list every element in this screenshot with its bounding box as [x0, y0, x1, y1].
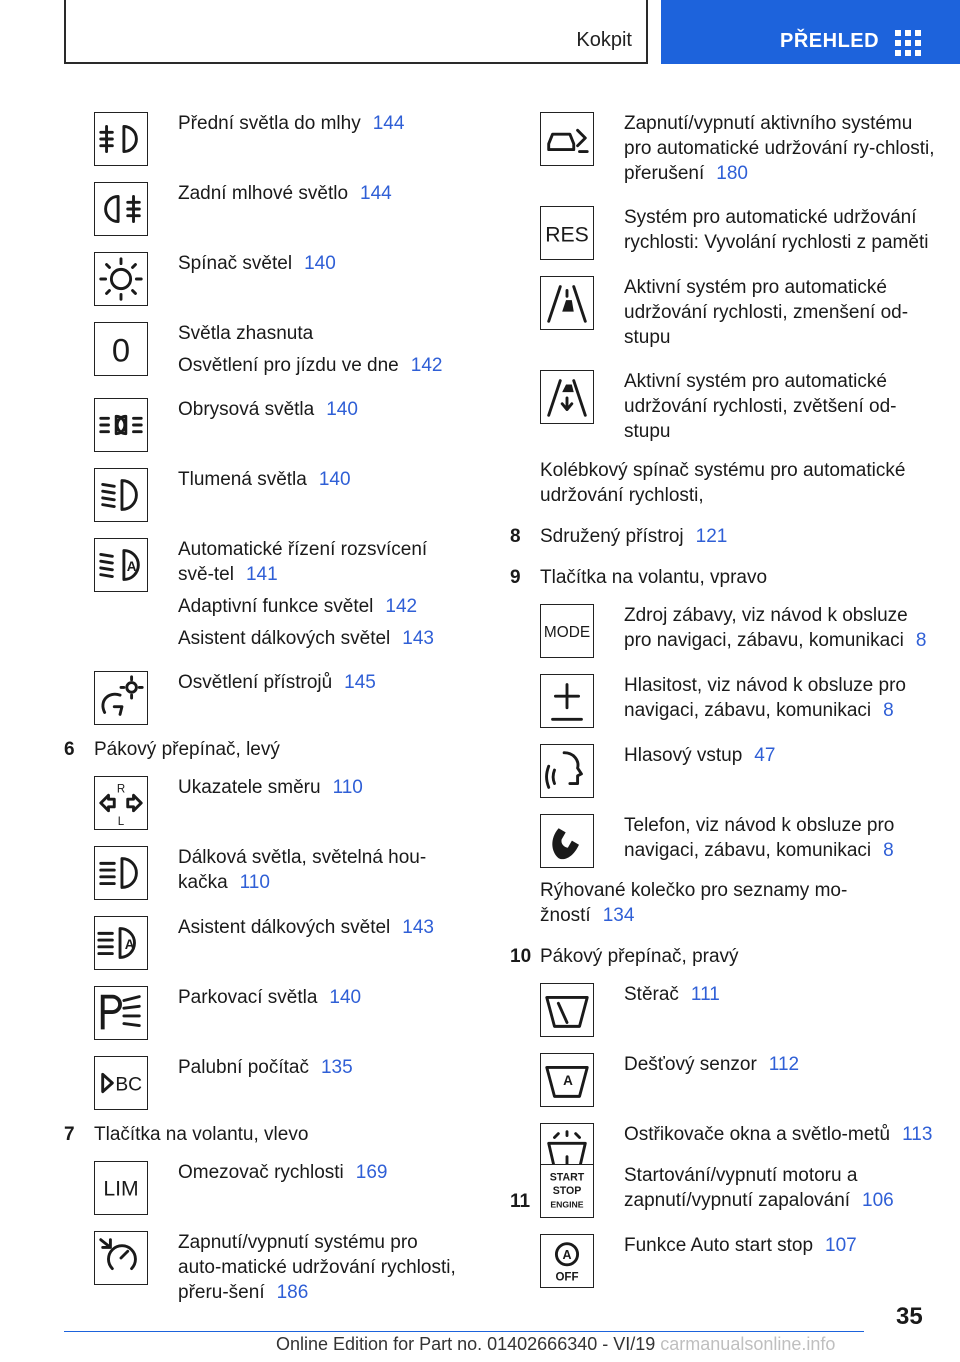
legend-line-text: Funkce Auto start stop: [624, 1235, 814, 1256]
legend-row: [64, 462, 464, 518]
instrument-lighting-icon: [94, 671, 148, 725]
svg-text:BC: BC: [115, 1074, 143, 1096]
legend-row: [64, 980, 464, 1036]
legend-row: [64, 1155, 464, 1211]
header-chapter-title: PŘEHLED: [780, 30, 880, 52]
legend-row: [64, 1225, 464, 1305]
page-ref-link[interactable]: 140: [304, 253, 336, 274]
rain-sensor-icon: [540, 1053, 594, 1107]
svg-text:OFF: OFF: [555, 1271, 579, 1284]
voice-input-icon: [540, 744, 594, 798]
footer-divider: [64, 1331, 864, 1332]
legend-text: [624, 200, 940, 255]
legend-text: [178, 532, 464, 651]
page-ref-link[interactable]: 140: [318, 469, 351, 490]
page-ref-link[interactable]: 121: [695, 526, 728, 547]
legend-text: [624, 1117, 940, 1147]
legend-line-text: Aktivní systém pro automatické udržování rychlosti, zvětšení od-stupu: [624, 371, 897, 442]
parking-light-icon: [94, 986, 148, 1040]
cruise-control-icon: [94, 1231, 148, 1285]
section-number: 10: [510, 946, 532, 967]
section-number: 9: [510, 567, 521, 588]
legend-line-text: Omezovač rychlosti: [178, 1162, 344, 1183]
page-ref-link[interactable]: 141: [245, 564, 278, 585]
svg-text:A: A: [563, 1072, 573, 1088]
legend-line-text: Hlasový vstup: [624, 745, 743, 766]
legend-row: [510, 977, 940, 1033]
legend-line: [178, 594, 464, 619]
legend-line: [178, 1230, 464, 1305]
high-beam-icon: [94, 846, 148, 900]
section-title: Sdružený přístroj 121: [540, 526, 728, 547]
rear-fog-light-icon: [94, 182, 148, 236]
legend-text: [178, 910, 464, 940]
volume-icon: [540, 674, 594, 728]
svg-text:MODE: MODE: [543, 623, 591, 641]
legend-line: [178, 111, 464, 136]
legend-text: [178, 1050, 464, 1080]
legend-line-text: Osvětlení přístrojů: [178, 672, 333, 693]
section-6-heading: [64, 737, 464, 762]
legend-text: [624, 1228, 940, 1258]
front-fog-light-icon: [94, 112, 148, 166]
legend-row: [64, 106, 464, 162]
section-7-heading: [64, 1122, 464, 1147]
legend-text: [178, 665, 464, 695]
legend-line-text: Spínač světel: [178, 253, 293, 274]
legend-line: [178, 251, 464, 276]
legend-text: [624, 668, 940, 723]
legend-row: [64, 770, 464, 829]
legend-text: [624, 106, 940, 186]
mode-icon: [540, 604, 594, 658]
legend-row: [64, 316, 464, 378]
legend-row: [510, 1158, 940, 1214]
legend-line: [624, 813, 940, 863]
grid-menu-icon[interactable]: [895, 30, 921, 54]
page-ref-link[interactable]: 110: [239, 872, 270, 893]
svg-text:START: START: [549, 1171, 585, 1184]
legend-row: [64, 532, 464, 651]
page-ref-link[interactable]: 111: [690, 984, 720, 1005]
legend-line-text: Tlumená světla: [178, 469, 307, 490]
legend-line: [178, 626, 464, 651]
knurled-wheel-text: Rýhované kolečko pro seznamy mo-žností 134: [540, 880, 848, 926]
light-switch-icon: [94, 252, 148, 306]
legend-line: [624, 1233, 940, 1258]
legend-line: [178, 181, 464, 206]
legend-line-text: Asistent dálkových světel: [178, 917, 391, 938]
auto-headlight-icon: [94, 538, 148, 592]
header-section-box: [64, 0, 648, 64]
page-ref-link[interactable]: 8: [915, 630, 927, 651]
legend-text: [178, 840, 464, 895]
legend-row: [510, 808, 940, 864]
legend-row: [64, 910, 464, 966]
legend-line: [624, 1122, 940, 1147]
legend-text: [178, 392, 464, 422]
page-ref-link[interactable]: 145: [344, 672, 376, 693]
legend-line-text: Obrysová světla: [178, 399, 315, 420]
svg-text:LIM: LIM: [103, 1177, 139, 1201]
section-title: Tlačítka na volantu, vlevo: [94, 1124, 309, 1145]
legend-line-text: Zapnutí/vypnutí systému pro auto-matické udržování rychlosti, přeru-šení: [178, 1232, 456, 1303]
legend-row: [510, 1047, 940, 1103]
legend-row: [64, 176, 464, 232]
legend-line: [178, 1055, 464, 1080]
legend-line: [624, 743, 940, 768]
page-ref-link[interactable]: 140: [329, 987, 362, 1008]
legend-line-text: Telefon, viz návod k obsluze pro navigaci, zábavu, komunikaci: [624, 815, 895, 861]
distance-increase-icon: [540, 370, 594, 424]
legend-line-text: Automatické řízení rozsvícení svě-tel: [178, 539, 428, 585]
right-column: [510, 106, 940, 1298]
legend-text: [178, 770, 464, 800]
page-ref-link[interactable]: 8: [883, 700, 894, 721]
section-title: Tlačítka na volantu, vpravo: [540, 567, 768, 588]
legend-row: [64, 665, 464, 721]
legend-text: [178, 316, 464, 378]
legend-row: [510, 106, 940, 186]
legend-row: [510, 270, 940, 350]
legend-line-text: Palubní počítač: [178, 1057, 309, 1078]
legend-line: [178, 845, 464, 895]
legend-text: [624, 270, 940, 350]
page-ref-link[interactable]: 169: [355, 1162, 388, 1183]
svg-text:A: A: [124, 936, 135, 952]
legend-row: [64, 1050, 464, 1106]
legend-text: [624, 977, 940, 1007]
legend-text: [624, 1158, 940, 1213]
turn-signal-icon: [94, 776, 148, 830]
legend-line: [624, 1163, 940, 1213]
legend-row: [510, 1228, 940, 1284]
legend-text: [178, 176, 464, 206]
legend-line: [624, 111, 940, 186]
section-number: 11: [510, 1191, 531, 1212]
svg-text:A: A: [562, 1248, 572, 1263]
legend-line: [624, 673, 940, 723]
legend-row: [510, 200, 940, 256]
left-column: [64, 106, 464, 1319]
start-stop-engine-icon: [540, 1164, 594, 1218]
legend-line: [178, 467, 464, 492]
legend-line: [178, 397, 464, 422]
page-ref-link[interactable]: 142: [385, 596, 418, 617]
page-ref-link[interactable]: 113: [902, 1124, 933, 1145]
footer-edition: Online Edition for Part no. 01402666340 - VI/19 carmanualsonline.info: [276, 1334, 836, 1354]
header-chapter-tab[interactable]: [661, 0, 960, 64]
svg-text:A: A: [126, 558, 137, 574]
legend-line: [178, 985, 464, 1010]
svg-text:ENGINE: ENGINE: [550, 1199, 584, 1210]
section-9-heading: [510, 565, 940, 590]
page-ref-link[interactable]: 142: [410, 355, 443, 376]
legend-text: [178, 246, 464, 276]
legend-line: [178, 321, 464, 346]
legend-line: [624, 275, 940, 350]
parking-lights-icon: [94, 398, 148, 452]
legend-line-text: Dešťový senzor: [624, 1054, 757, 1075]
legend-line: [624, 205, 940, 255]
rocker-switch-text: Kolébkový spínač systému pro automatické udržování rychlosti,: [540, 460, 906, 506]
legend-text: [624, 364, 940, 444]
section-title: Pákový přepínač, levý: [94, 739, 280, 760]
legend-row: [510, 598, 940, 654]
res-icon: [540, 206, 594, 260]
legend-line: [178, 915, 464, 940]
page-ref-link[interactable]: 8: [883, 840, 894, 861]
distance-decrease-icon: [540, 276, 594, 330]
legend-line-text: Aktivní systém pro automatické udržování rychlosti, zmenšení od-stupu: [624, 277, 909, 348]
legend-row: [510, 668, 940, 724]
section-title: Pákový přepínač, pravý: [540, 946, 739, 967]
page-ref-link[interactable]: 110: [332, 777, 363, 798]
lights-off-icon: [94, 322, 148, 376]
legend-text: [624, 738, 940, 768]
header-section-title: Kokpit: [576, 29, 632, 51]
section-number: 8: [510, 526, 521, 547]
auto-start-stop-icon: [540, 1234, 594, 1288]
svg-text:RES: RES: [545, 223, 589, 247]
legend-text: [624, 598, 940, 653]
section-number: 7: [64, 1124, 75, 1145]
legend-line-text: Dálková světla, světelná hou-kačka: [178, 847, 427, 893]
watermark: carmanualsonline.info: [660, 1334, 836, 1354]
legend-line: [178, 1160, 464, 1185]
legend-line-text: Parkovací světla: [178, 987, 318, 1008]
board-computer-icon: [94, 1056, 148, 1110]
phone-icon: [540, 814, 594, 868]
page-ref-link[interactable]: 180: [716, 163, 748, 184]
legend-row: [64, 392, 464, 448]
svg-text:0: 0: [111, 331, 131, 369]
legend-line-text: Startování/vypnutí motoru a zapnutí/vypnutí zapalování: [624, 1165, 858, 1211]
legend-line: [624, 982, 940, 1007]
legend-text: [178, 462, 464, 492]
page-ref-link[interactable]: 106: [862, 1190, 894, 1211]
legend-line: [624, 1052, 940, 1077]
svg-text:L: L: [117, 816, 125, 829]
low-beam-icon: [94, 468, 148, 522]
speed-limiter-icon: [94, 1161, 148, 1215]
page-ref-link[interactable]: 143: [402, 917, 434, 938]
legend-line: [178, 775, 464, 800]
legend-row: [64, 840, 464, 896]
legend-line-text: Světla zhasnuta: [178, 323, 314, 344]
legend-text: [624, 1047, 940, 1077]
high-beam-assist-icon: [94, 916, 148, 970]
svg-text:R: R: [116, 783, 126, 796]
legend-text: [178, 1225, 464, 1305]
page-number: 35: [896, 1303, 923, 1330]
legend-line-text: Asistent dálkových světel: [178, 628, 391, 649]
page-ref-link[interactable]: 143: [402, 628, 434, 649]
legend-line-text: Hlasitost, viz návod k obsluze pro navigaci, zábavu, komunikaci: [624, 675, 906, 721]
legend-line-text: Ukazatele směru: [178, 777, 321, 798]
page-ref-link[interactable]: 134: [602, 905, 635, 926]
legend-text: [178, 980, 464, 1010]
svg-text:STOP: STOP: [552, 1184, 582, 1197]
legend-line-text: Adaptivní funkce světel: [178, 596, 374, 617]
legend-text: [624, 808, 940, 863]
page-ref-link[interactable]: 112: [768, 1054, 800, 1075]
page-ref-link[interactable]: 144: [360, 183, 392, 204]
legend-line-text: Ostřikovače okna a světlo-metů: [624, 1124, 891, 1145]
page-ref-link[interactable]: 47: [754, 745, 776, 766]
legend-line: [178, 670, 464, 695]
legend-line: [178, 537, 464, 587]
legend-line-text: Zapnutí/vypnutí aktivního systému pro automatické udržování ry-chlosti, přerušení: [624, 113, 935, 184]
wiper-icon: [540, 983, 594, 1037]
section-number: 6: [64, 739, 75, 760]
section-8-heading: [510, 524, 940, 549]
legend-text: [178, 1155, 464, 1185]
legend-text: [178, 106, 464, 136]
page-ref-link[interactable]: 186: [276, 1282, 309, 1303]
page-ref-link[interactable]: 140: [326, 399, 358, 420]
legend-line: [178, 353, 464, 378]
legend-line-text: Zadní mlhové světlo: [178, 183, 349, 204]
legend-line-text: Zdroj zábavy, viz návod k obsluze pro navigaci, zábavu, komunikaci: [624, 605, 908, 651]
legend-line-text: Stěrač: [624, 984, 679, 1005]
legend-line-text: Osvětlení pro jízdu ve dne: [178, 355, 399, 376]
legend-line: [624, 369, 940, 444]
legend-line-text: Přední světla do mlhy: [178, 113, 361, 134]
legend-row: [510, 738, 940, 794]
legend-line-text: Systém pro automatické udržování rychlosti: Vyvolání rychlosti z paměti: [624, 207, 929, 253]
active-cruise-icon: [540, 112, 594, 166]
page-ref-link[interactable]: 144: [372, 113, 405, 134]
page-ref-link[interactable]: 135: [320, 1057, 353, 1078]
page-ref-link[interactable]: 107: [825, 1235, 857, 1256]
legend-row: [510, 364, 940, 444]
section-10-heading: [510, 944, 940, 969]
legend-line: [624, 603, 940, 653]
legend-row: [64, 246, 464, 302]
